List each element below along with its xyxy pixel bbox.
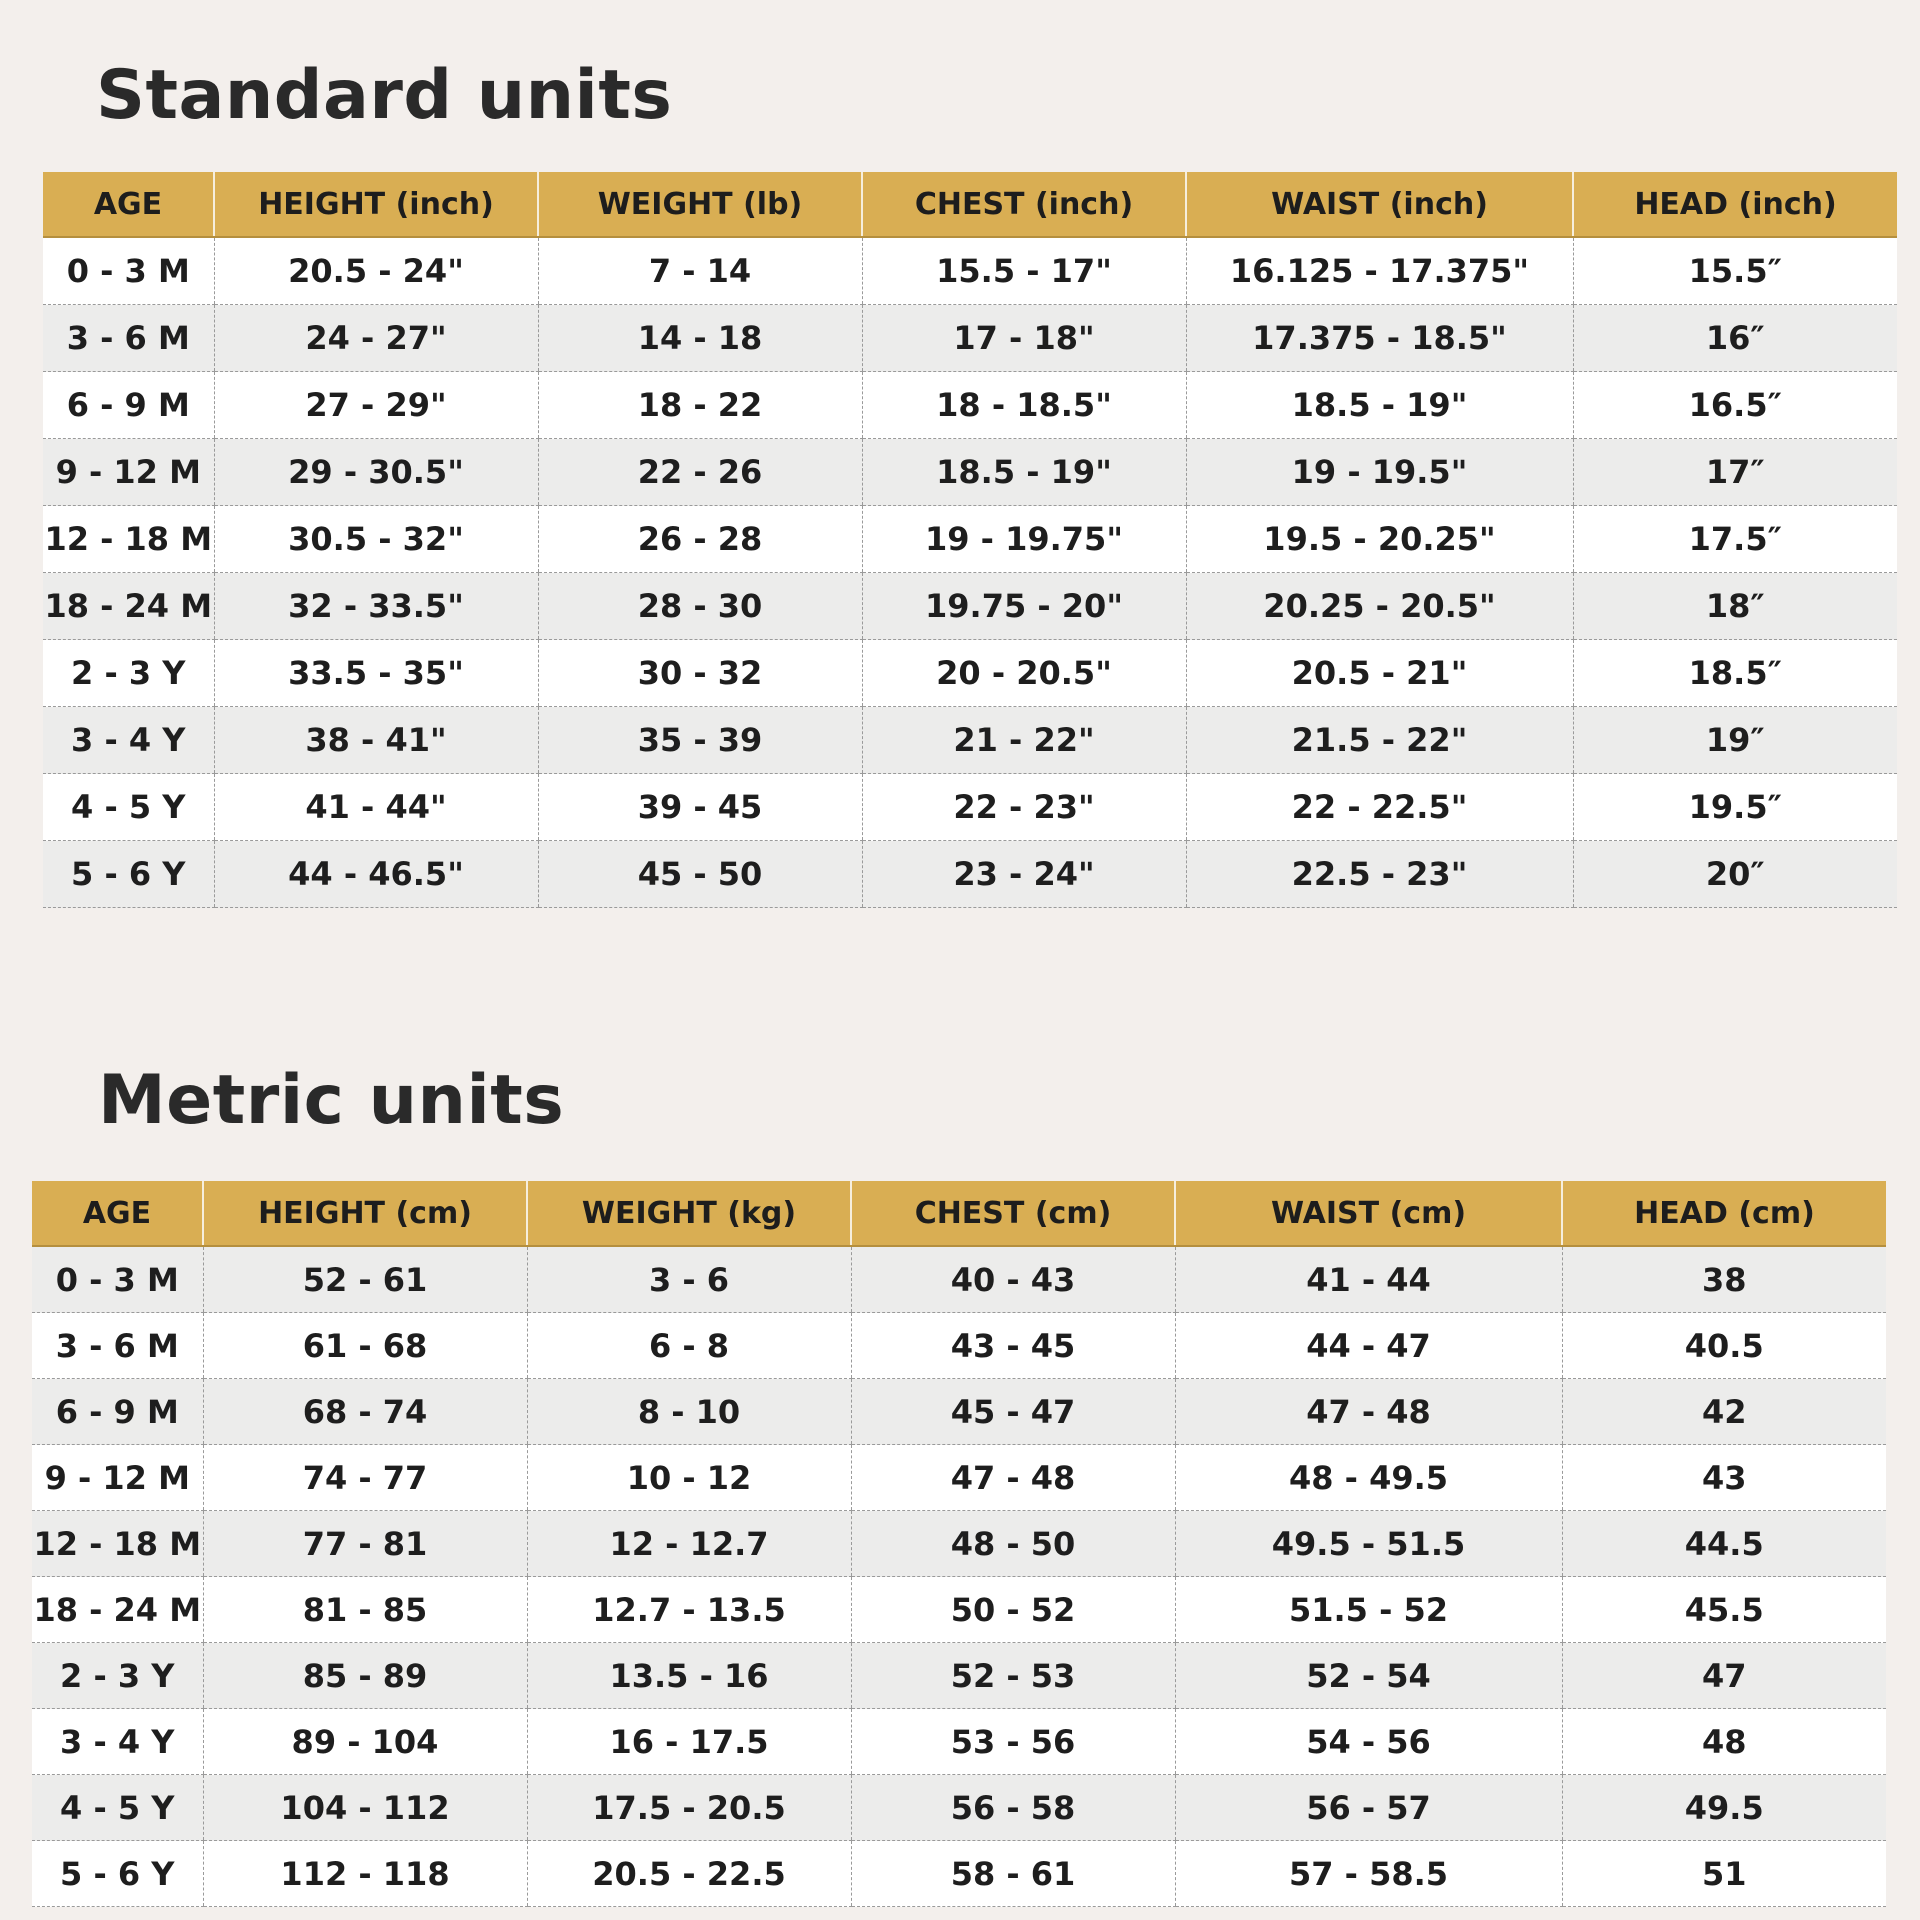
cell-waist: 22 - 22.5" bbox=[1186, 774, 1573, 841]
cell-age: 0 - 3 M bbox=[32, 1246, 203, 1313]
cell-waist: 49.5 - 51.5 bbox=[1175, 1511, 1562, 1577]
cell-weight: 28 - 30 bbox=[538, 573, 862, 640]
table-row bbox=[43, 506, 1897, 573]
cell-chest: 43 - 45 bbox=[851, 1313, 1175, 1379]
cell-weight: 22 - 26 bbox=[538, 439, 862, 506]
cell-age: 9 - 12 M bbox=[43, 439, 214, 506]
cell-chest: 22 - 23" bbox=[862, 774, 1186, 841]
cell-chest: 52 - 53 bbox=[851, 1643, 1175, 1709]
cell-chest: 19.75 - 20" bbox=[862, 573, 1186, 640]
cell-chest: 58 - 61 bbox=[851, 1841, 1175, 1907]
cell-head: 49.5 bbox=[1562, 1775, 1886, 1841]
cell-weight: 45 - 50 bbox=[538, 841, 862, 908]
cell-height: 29 - 30.5" bbox=[214, 439, 538, 506]
cell-height: 38 - 41" bbox=[214, 707, 538, 774]
cell-head: 42 bbox=[1562, 1379, 1886, 1445]
cell-age: 2 - 3 Y bbox=[43, 640, 214, 707]
cell-weight: 20.5 - 22.5 bbox=[527, 1841, 851, 1907]
cell-weight: 17.5 - 20.5 bbox=[527, 1775, 851, 1841]
table-row bbox=[43, 640, 1897, 707]
cell-head: 43 bbox=[1562, 1445, 1886, 1511]
cell-height: 85 - 89 bbox=[203, 1643, 527, 1709]
cell-height: 24 - 27" bbox=[214, 305, 538, 372]
cell-waist: 52 - 54 bbox=[1175, 1643, 1562, 1709]
cell-age: 5 - 6 Y bbox=[32, 1841, 203, 1907]
cell-head: 19.5″ bbox=[1573, 774, 1897, 841]
header-cell-waist: WAIST (inch) bbox=[1186, 172, 1573, 237]
cell-head: 15.5″ bbox=[1573, 237, 1897, 305]
cell-waist: 19.5 - 20.25" bbox=[1186, 506, 1573, 573]
cell-head: 16.5″ bbox=[1573, 372, 1897, 439]
cell-height: 89 - 104 bbox=[203, 1709, 527, 1775]
cell-height: 30.5 - 32" bbox=[214, 506, 538, 573]
cell-age: 4 - 5 Y bbox=[43, 774, 214, 841]
table-row bbox=[43, 305, 1897, 372]
cell-head: 17.5″ bbox=[1573, 506, 1897, 573]
table-row bbox=[32, 1313, 1886, 1379]
cell-height: 61 - 68 bbox=[203, 1313, 527, 1379]
table-row bbox=[43, 573, 1897, 640]
cell-chest: 47 - 48 bbox=[851, 1445, 1175, 1511]
table-row bbox=[43, 774, 1897, 841]
header-cell-chest: CHEST (cm) bbox=[851, 1181, 1175, 1246]
metric-table-body bbox=[32, 1246, 1886, 1907]
cell-head: 17″ bbox=[1573, 439, 1897, 506]
cell-weight: 26 - 28 bbox=[538, 506, 862, 573]
table-row bbox=[32, 1445, 1886, 1511]
cell-height: 27 - 29" bbox=[214, 372, 538, 439]
table-row bbox=[32, 1775, 1886, 1841]
cell-chest: 50 - 52 bbox=[851, 1577, 1175, 1643]
cell-chest: 45 - 47 bbox=[851, 1379, 1175, 1445]
cell-age: 3 - 4 Y bbox=[43, 707, 214, 774]
table-row bbox=[32, 1841, 1886, 1907]
cell-chest: 20 - 20.5" bbox=[862, 640, 1186, 707]
table-row bbox=[32, 1709, 1886, 1775]
cell-chest: 23 - 24" bbox=[862, 841, 1186, 908]
cell-height: 77 - 81 bbox=[203, 1511, 527, 1577]
cell-waist: 20.25 - 20.5" bbox=[1186, 573, 1573, 640]
cell-weight: 10 - 12 bbox=[527, 1445, 851, 1511]
header-cell-weight: WEIGHT (kg) bbox=[527, 1181, 851, 1246]
standard-table-body bbox=[43, 237, 1897, 908]
cell-age: 5 - 6 Y bbox=[43, 841, 214, 908]
cell-weight: 12.7 - 13.5 bbox=[527, 1577, 851, 1643]
cell-head: 20″ bbox=[1573, 841, 1897, 908]
table-row bbox=[32, 1511, 1886, 1577]
cell-height: 112 - 118 bbox=[203, 1841, 527, 1907]
cell-height: 20.5 - 24" bbox=[214, 237, 538, 305]
cell-height: 81 - 85 bbox=[203, 1577, 527, 1643]
cell-age: 12 - 18 M bbox=[32, 1511, 203, 1577]
cell-height: 41 - 44" bbox=[214, 774, 538, 841]
cell-waist: 47 - 48 bbox=[1175, 1379, 1562, 1445]
table-row bbox=[43, 237, 1897, 305]
cell-chest: 21 - 22" bbox=[862, 707, 1186, 774]
table-row bbox=[43, 372, 1897, 439]
cell-weight: 16 - 17.5 bbox=[527, 1709, 851, 1775]
cell-age: 0 - 3 M bbox=[43, 237, 214, 305]
header-cell-age: AGE bbox=[43, 172, 214, 237]
cell-weight: 8 - 10 bbox=[527, 1379, 851, 1445]
cell-weight: 18 - 22 bbox=[538, 372, 862, 439]
header-cell-head: HEAD (cm) bbox=[1562, 1181, 1886, 1246]
cell-age: 9 - 12 M bbox=[32, 1445, 203, 1511]
cell-head: 45.5 bbox=[1562, 1577, 1886, 1643]
table-row bbox=[43, 439, 1897, 506]
cell-head: 48 bbox=[1562, 1709, 1886, 1775]
cell-waist: 41 - 44 bbox=[1175, 1246, 1562, 1313]
cell-weight: 3 - 6 bbox=[527, 1246, 851, 1313]
table-row bbox=[32, 1379, 1886, 1445]
cell-waist: 21.5 - 22" bbox=[1186, 707, 1573, 774]
cell-weight: 39 - 45 bbox=[538, 774, 862, 841]
cell-waist: 44 - 47 bbox=[1175, 1313, 1562, 1379]
cell-head: 51 bbox=[1562, 1841, 1886, 1907]
cell-chest: 15.5 - 17" bbox=[862, 237, 1186, 305]
standard-size-table bbox=[43, 172, 1897, 908]
header-cell-head: HEAD (inch) bbox=[1573, 172, 1897, 237]
cell-waist: 18.5 - 19" bbox=[1186, 372, 1573, 439]
table-row bbox=[43, 707, 1897, 774]
cell-head: 40.5 bbox=[1562, 1313, 1886, 1379]
cell-waist: 17.375 - 18.5" bbox=[1186, 305, 1573, 372]
cell-age: 4 - 5 Y bbox=[32, 1775, 203, 1841]
cell-waist: 56 - 57 bbox=[1175, 1775, 1562, 1841]
table-row bbox=[32, 1246, 1886, 1313]
cell-height: 32 - 33.5" bbox=[214, 573, 538, 640]
cell-head: 18.5″ bbox=[1573, 640, 1897, 707]
table-row bbox=[43, 841, 1897, 908]
table-row bbox=[32, 1577, 1886, 1643]
cell-head: 47 bbox=[1562, 1643, 1886, 1709]
cell-height: 52 - 61 bbox=[203, 1246, 527, 1313]
standard-units-title: Standard units bbox=[96, 56, 673, 135]
header-cell-waist: WAIST (cm) bbox=[1175, 1181, 1562, 1246]
header-cell-age: AGE bbox=[32, 1181, 203, 1246]
header-cell-chest: CHEST (inch) bbox=[862, 172, 1186, 237]
cell-chest: 18 - 18.5" bbox=[862, 372, 1186, 439]
cell-head: 19″ bbox=[1573, 707, 1897, 774]
cell-waist: 57 - 58.5 bbox=[1175, 1841, 1562, 1907]
cell-age: 3 - 4 Y bbox=[32, 1709, 203, 1775]
cell-waist: 20.5 - 21" bbox=[1186, 640, 1573, 707]
cell-age: 3 - 6 M bbox=[43, 305, 214, 372]
cell-head: 38 bbox=[1562, 1246, 1886, 1313]
cell-head: 44.5 bbox=[1562, 1511, 1886, 1577]
cell-head: 16″ bbox=[1573, 305, 1897, 372]
table-row bbox=[32, 1643, 1886, 1709]
header-row bbox=[43, 172, 1897, 237]
cell-waist: 19 - 19.5" bbox=[1186, 439, 1573, 506]
standard-table-header bbox=[43, 172, 1897, 237]
cell-chest: 56 - 58 bbox=[851, 1775, 1175, 1841]
header-row bbox=[32, 1181, 1886, 1246]
header-cell-height: HEIGHT (cm) bbox=[203, 1181, 527, 1246]
cell-age: 18 - 24 M bbox=[32, 1577, 203, 1643]
cell-waist: 54 - 56 bbox=[1175, 1709, 1562, 1775]
cell-chest: 40 - 43 bbox=[851, 1246, 1175, 1313]
header-cell-weight: WEIGHT (lb) bbox=[538, 172, 862, 237]
header-cell-height: HEIGHT (inch) bbox=[214, 172, 538, 237]
metric-units-title: Metric units bbox=[98, 1061, 565, 1140]
cell-height: 74 - 77 bbox=[203, 1445, 527, 1511]
cell-age: 18 - 24 M bbox=[43, 573, 214, 640]
metric-size-table bbox=[32, 1181, 1886, 1907]
cell-chest: 17 - 18" bbox=[862, 305, 1186, 372]
cell-chest: 19 - 19.75" bbox=[862, 506, 1186, 573]
cell-height: 44 - 46.5" bbox=[214, 841, 538, 908]
cell-weight: 13.5 - 16 bbox=[527, 1643, 851, 1709]
cell-weight: 30 - 32 bbox=[538, 640, 862, 707]
cell-waist: 48 - 49.5 bbox=[1175, 1445, 1562, 1511]
cell-weight: 12 - 12.7 bbox=[527, 1511, 851, 1577]
cell-weight: 35 - 39 bbox=[538, 707, 862, 774]
cell-waist: 22.5 - 23" bbox=[1186, 841, 1573, 908]
cell-age: 2 - 3 Y bbox=[32, 1643, 203, 1709]
cell-height: 68 - 74 bbox=[203, 1379, 527, 1445]
cell-height: 104 - 112 bbox=[203, 1775, 527, 1841]
cell-waist: 51.5 - 52 bbox=[1175, 1577, 1562, 1643]
cell-weight: 14 - 18 bbox=[538, 305, 862, 372]
cell-weight: 7 - 14 bbox=[538, 237, 862, 305]
cell-head: 18″ bbox=[1573, 573, 1897, 640]
cell-age: 6 - 9 M bbox=[32, 1379, 203, 1445]
cell-age: 12 - 18 M bbox=[43, 506, 214, 573]
cell-age: 3 - 6 M bbox=[32, 1313, 203, 1379]
cell-age: 6 - 9 M bbox=[43, 372, 214, 439]
cell-chest: 48 - 50 bbox=[851, 1511, 1175, 1577]
cell-chest: 53 - 56 bbox=[851, 1709, 1175, 1775]
cell-chest: 18.5 - 19" bbox=[862, 439, 1186, 506]
cell-waist: 16.125 - 17.375" bbox=[1186, 237, 1573, 305]
metric-table-header bbox=[32, 1181, 1886, 1246]
cell-weight: 6 - 8 bbox=[527, 1313, 851, 1379]
cell-height: 33.5 - 35" bbox=[214, 640, 538, 707]
